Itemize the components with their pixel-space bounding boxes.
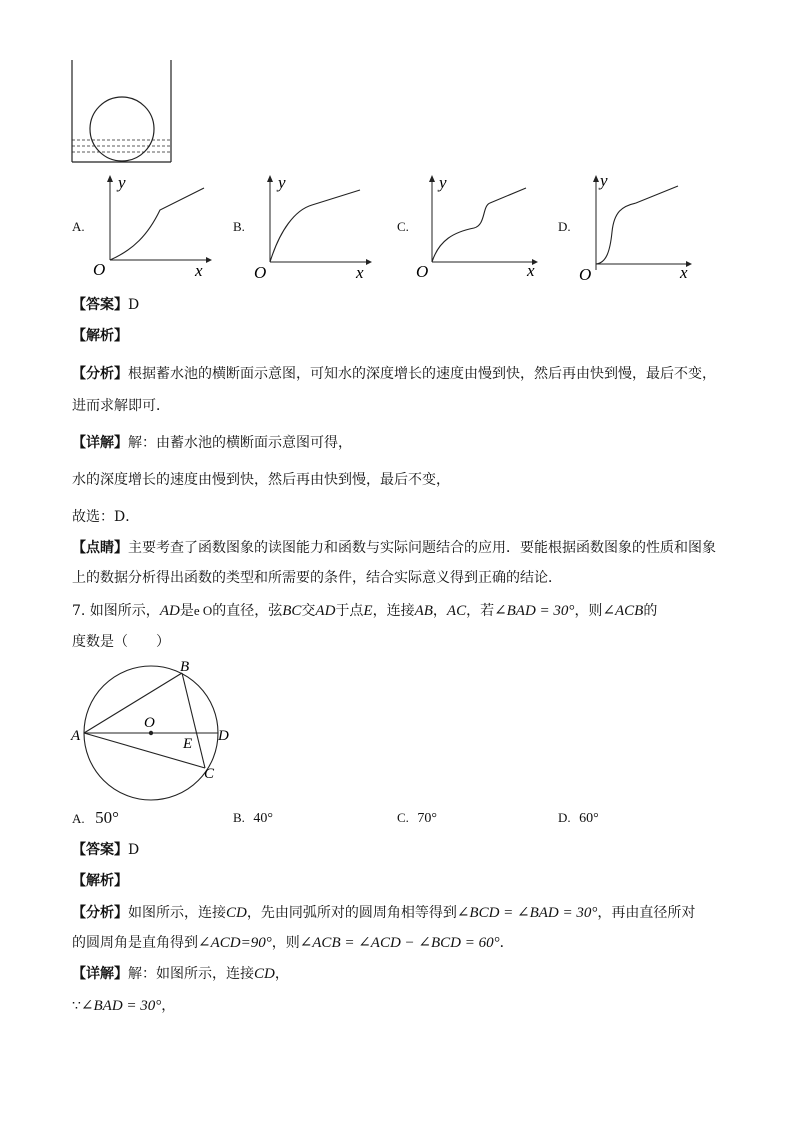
q7-text: 解：如图所示，连接 (128, 966, 254, 982)
q7-text: 交 (301, 603, 316, 619)
q7-text: ，先由同弧所对的圆周角相等得到 (246, 905, 457, 921)
q7-text: ，若 (466, 603, 495, 619)
q7-math-cd: CD (226, 905, 247, 921)
q7-math-e: E (363, 603, 373, 619)
graph-d-origin-label: O (579, 265, 592, 282)
q7-circle-figure (68, 656, 238, 804)
q7-text: 的圆周角是直角得到 (72, 935, 198, 951)
q6-xiangjie (72, 433, 352, 453)
graph-option-c-label: C. (397, 219, 409, 234)
q7-option-b-value: 40° (253, 811, 273, 826)
q6-answer-value: D (128, 297, 140, 313)
q7-stem-line1 (72, 601, 657, 621)
graph-c-x-label: x (527, 261, 535, 280)
q6-fenxi (72, 364, 716, 384)
q7-math-angle-bad: ∠BAD = 30° (494, 603, 575, 619)
q7-math-angle-acb: ∠ACB (602, 603, 644, 619)
q7-option-c (397, 808, 437, 829)
q7-math-ad: AD (315, 603, 336, 619)
graph-d-x-label: x (680, 263, 688, 282)
q7-stem-line2: 度数是（ ） (72, 634, 170, 650)
q6-xiangjie-label: 【详解】 (72, 435, 128, 451)
q7-text: 如图所示，连接 (128, 905, 226, 921)
q7-answer-label: 【答案】 (72, 842, 128, 858)
q7-math-ac: AC (446, 603, 467, 619)
q7-math-eq2: ∠ACD=90° (198, 935, 272, 951)
graph-c-origin-label: O (416, 262, 429, 281)
graph-d (576, 170, 701, 282)
q7-xiangjie-label: 【详解】 (72, 966, 128, 982)
graph-b-x-label: x (356, 263, 364, 282)
q7-text: 是 (179, 603, 194, 619)
figure-label-d: D (218, 728, 229, 744)
q6-fenxi-line2: 进而求解即可． (72, 398, 170, 414)
because-symbol: ∵ (72, 998, 81, 1014)
q6-answer-label: 【答案】 (72, 297, 128, 313)
q7-fenxi-line1 (72, 903, 695, 923)
q7-option-b (233, 808, 273, 829)
graph-a (88, 170, 213, 282)
figure-label-e: E (183, 736, 193, 752)
q7-text: ，连接 (372, 603, 415, 619)
q6-xiangjie-line2: 水的深度增长的速度由慢到快，然后再由快到慢，最后不变， (72, 472, 450, 488)
q6-dianjing-label: 【点睛】 (72, 540, 128, 556)
q7-fenxi-line2 (72, 933, 514, 953)
q6-dianjing-line2: 上的数据分析得出函数的类型和所需要的条件，结合实际意义得到正确的结论． (72, 570, 562, 586)
q7-option-d-value: 60° (579, 811, 599, 826)
graph-c-y-label: y (439, 173, 447, 192)
graph-option-d-label: D. (558, 219, 571, 234)
figure-label-c: C (204, 766, 215, 782)
q7-text: 7. 如图所示， (72, 603, 160, 619)
q7-math-ab: AB (414, 603, 433, 619)
q6-fenxi-line1: 根据蓄水池的横断面示意图，可知水的深度增长的速度由慢到快，然后再由快到慢，最后不变， (128, 366, 716, 382)
graph-a-origin-label: O (93, 260, 106, 279)
q6-answer (72, 295, 139, 315)
graph-b (250, 170, 375, 282)
q6-dianjing-line1: 主要考查了函数图象的读图能力和函数与实际问题结合的应用．要能根据函数图象的性质和图象 (128, 540, 716, 556)
q7-option-d-letter: D. (558, 810, 571, 825)
graph-b-y-label: y (278, 173, 286, 192)
figure-label-o: O (144, 715, 155, 731)
figure-label-a: A (71, 728, 81, 744)
q7-text: ，则 (271, 935, 300, 951)
q7-text: ， (161, 998, 176, 1014)
figure-label-b: B (180, 659, 190, 675)
graph-d-y-label: y (600, 171, 608, 190)
q7-option-b-letter: B. (233, 810, 245, 825)
q7-text: 于点 (335, 603, 364, 619)
q7-option-c-value: 70° (417, 811, 437, 826)
q7-math-bc: BC (282, 603, 302, 619)
q7-text: ，则 (574, 603, 603, 619)
q7-math-circle-o: e O (193, 603, 213, 618)
q7-answer (72, 840, 139, 860)
q6-xiangjie-line1: 解：由蓄水池的横断面示意图可得， (128, 435, 352, 451)
q7-text: ， (274, 966, 289, 982)
q7-option-c-letter: C. (397, 810, 409, 825)
q7-xiangjie (72, 964, 289, 984)
q7-analysis-heading: 【解析】 (72, 873, 128, 889)
tank-diagram (66, 60, 178, 166)
q7-text: 的 (643, 603, 658, 619)
graph-option-a-label: A. (72, 219, 85, 234)
graph-a-x-label: x (195, 261, 203, 280)
q7-math-eq3: ∠ACB = ∠ACD − ∠BCD = 60° (299, 935, 500, 951)
q7-math-eq1: ∠BCD = ∠BAD = 30° (456, 905, 598, 921)
q7-fenxi-label: 【分析】 (72, 905, 128, 921)
q7-because-line (72, 996, 175, 1016)
graph-a-y-label: y (118, 173, 126, 192)
graph-b-origin-label: O (254, 263, 267, 282)
q7-math-cd: CD (254, 966, 275, 982)
q7-text: 的直径，弦 (212, 603, 283, 619)
q7-math-ad: AD (159, 603, 180, 619)
q7-option-a (72, 808, 119, 829)
q7-math-angle-bad: ∠BAD = 30° (80, 998, 162, 1014)
q7-text: ， (432, 603, 447, 619)
q6-analysis-heading: 【解析】 (72, 328, 128, 344)
q6-fenxi-label: 【分析】 (72, 366, 128, 382)
q7-option-d (558, 808, 599, 829)
q6-dianjing (72, 538, 716, 558)
graph-option-b-label: B. (233, 219, 245, 234)
q7-option-a-value: 50° (95, 808, 119, 827)
q7-option-a-letter: A. (72, 811, 85, 826)
q7-text: ． (499, 935, 514, 951)
q6-xiangjie-line3: 故选：D． (72, 509, 140, 525)
q7-answer-value: D (128, 842, 140, 858)
q7-text: ，再由直径所对 (597, 905, 696, 921)
graph-c (414, 170, 544, 282)
